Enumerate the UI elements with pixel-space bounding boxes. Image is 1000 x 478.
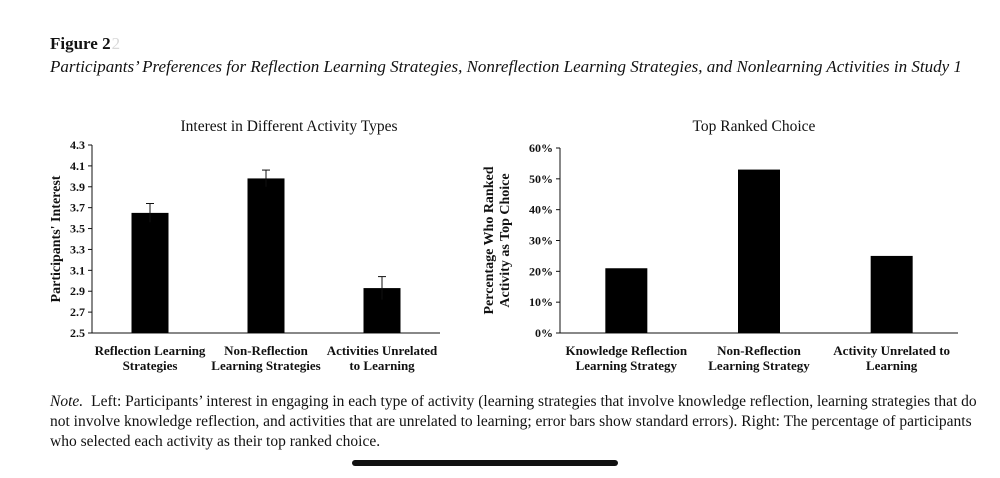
x-tick-label: Learning Strategy [708,358,810,373]
y-tick-label: 3.3 [70,242,85,257]
y-tick-label: 60% [529,141,553,155]
y-tick-label: 20% [529,264,553,279]
y-tick-label: 2.7 [70,305,85,320]
note-text: Left: Participants’ interest in engaging in each type of activity (learning strategies that involve knowledge reflection, learning strategies that do not involve knowledge reflection, and activities that are unrelated to learning; error bars show standard errors). Right: The percentage of participants who selected each activity as their top ranked choice. [50,393,977,450]
y-tick-label: 2.9 [70,284,85,299]
y-tick-label: 50% [529,171,553,186]
x-tick-label: Learning Strategies [211,358,321,373]
x-tick-label: to Learning [349,358,415,373]
x-tick-label: Strategies [122,358,178,373]
y-tick-label: 4.1 [70,158,85,173]
x-tick-label: Activity Unrelated to [833,343,951,358]
figure-caption: Participants’ Preferences for Reflection Learning Strategies, Nonreflection Learning Strategies, and Nonlearning Activities in Study 1 [50,57,962,76]
note-lead: Note. [50,393,84,410]
home-indicator-bar[interactable] [352,460,618,466]
y-tick-label: 30% [529,233,553,248]
x-tick-label: Knowledge Reflection [565,343,688,358]
y-tick-label: 2.5 [70,326,85,340]
figure-note [50,392,985,452]
x-tick-label: Learning Strategy [575,358,678,373]
figure-number-ghost: 2 [111,34,121,53]
x-tick-label: Learning [866,358,918,373]
y-tick-label: 0% [535,326,553,340]
chart-title: Interest in Different Activity Types [180,118,398,135]
y-tick-label: 3.7 [70,200,85,215]
bar [605,268,647,333]
y-axis-label: Participants' Interest [49,175,64,303]
bar [871,256,913,333]
y-tick-label: 3.5 [70,221,85,236]
y-axis-label: Percentage Who Ranked [482,166,497,315]
x-tick-label: Reflection Learning [94,343,206,358]
y-tick-label: 3.9 [70,179,85,194]
y-tick-label: 40% [529,202,553,217]
y-tick-label: 10% [529,295,553,310]
x-tick-label: Non-Reflection [717,343,801,358]
y-tick-label: 3.1 [70,263,85,278]
figure-number: Figure 2 [50,34,111,53]
x-tick-label: Non-Reflection [224,343,308,358]
chart-title: Top Ranked Choice [692,118,816,135]
x-tick-label: Activities Unrelated [326,343,438,358]
bar [738,170,780,333]
y-axis-label: Activity as Top Choice [498,173,513,308]
y-tick-label: 4.3 [70,138,85,152]
